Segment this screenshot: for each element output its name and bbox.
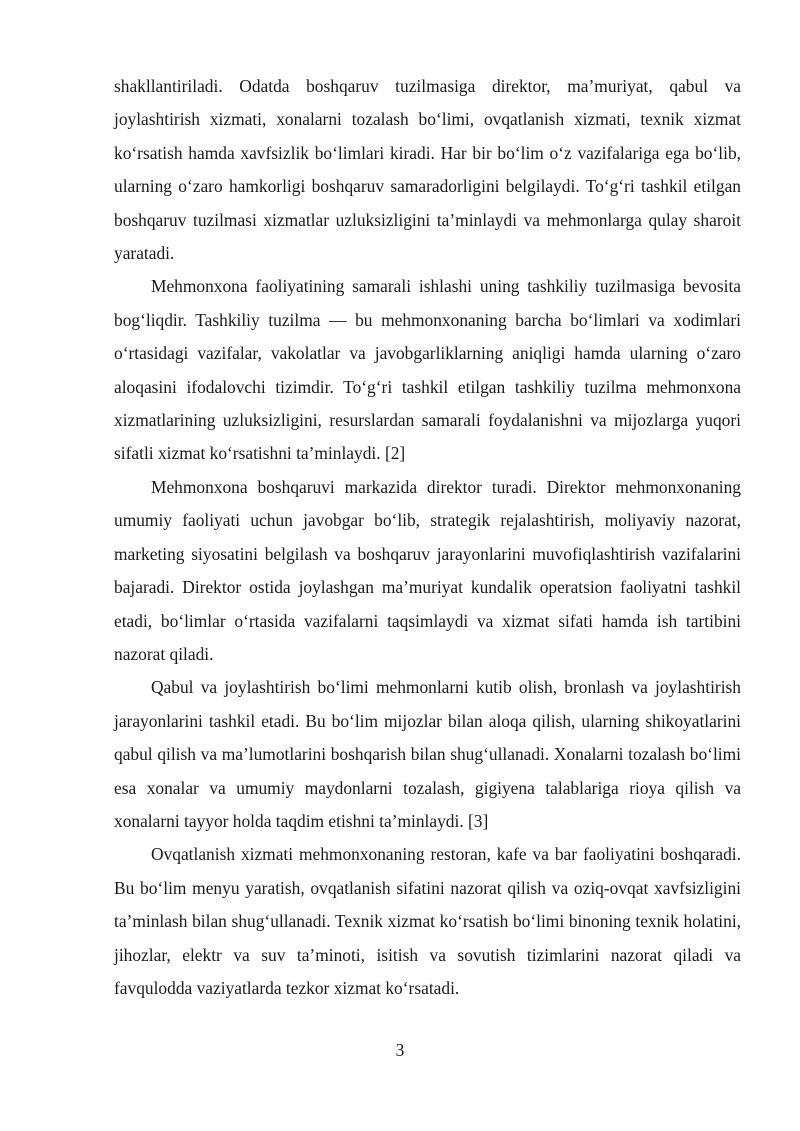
page-number: 3: [395, 1040, 405, 1060]
paragraph-5: Ovqatlanish xizmati mehmonxonaning restoran, kafe va bar faoliyatini boshqaradi. Bu boʻlim menyu yaratish, ovqatlanish sifatini nazorat qilish va oziq-ovqat xavfsizligini ta’minlash bilan shugʻullanadi. Texnik xizmat koʻrsatish boʻlimi binoning texnik holatini, jihozlar, elektr va suv ta’minoti, isitish va sovutish tizimlarini nazorat qiladi va favqulodda vaziyatlarda tezkor xizmat koʻrsatadi.: [114, 844, 741, 998]
paragraph-4: Qabul va joylashtirish boʻlimi mehmonlarni kutib olish, bronlash va joylashtirish jarayonlarini tashkil etadi. Bu boʻlim mijozlar bilan aloqa qilish, ularning shikoyatlarini qabul qilish va ma’lumotlarini boshqarish bilan shugʻullanadi. Xonalarni tozalash boʻlimi esa xonalar va umumiy maydonlarni tozalash, gigiyena talablariga rioya qilish va xonalarni tayyor holda taqdim etishni ta’minlaydi. [3]: [114, 677, 741, 831]
paragraph-1: shakllantiriladi. Odatda boshqaruv tuzilmasiga direktor, ma’muriyat, qabul va joylashtirish xizmati, xonalarni tozalash boʻlimi, ovqatlanish xizmati, texnik xizmat koʻrsatish hamda xavfsizlik boʻlimlari kiradi. Har bir boʻlim oʻz vazifalariga ega boʻlib, ularning oʻzaro hamkorligi boshqaruv samaradorligini belgilaydi. Toʻgʻri tashkil etilgan boshqaruv tuzilmasi xizmatlar uzluksizligini ta’minlaydi va mehmonlarga qulay sharoit yaratadi.: [114, 76, 741, 264]
body-text: [114, 70, 741, 1005]
paragraph-2: Mehmonxona faoliyatining samarali ishlashi uning tashkiliy tuzilmasiga bevosita bogʻliqdir. Tashkiliy tuzilma — bu mehmonxonaning barcha boʻlimlari va xodimlari oʻrtasidagi vazifalar, vakolatlar va javobgarliklarning aniqligi hamda ularning oʻzaro aloqasini ifodalovchi tizimdir. Toʻgʻri tashkil etilgan tashkiliy tuzilma mehmonxona xizmatlarining uzluksizligini, resurslardan samarali foydalanishni va mijozlarga yuqori sifatli xizmat koʻrsatishni ta’minlaydi. [2]: [114, 276, 741, 464]
paragraph-3: Mehmonxona boshqaruvi markazida direktor turadi. Direktor mehmonxonaning umumiy faoliyati uchun javobgar boʻlib, strategik rejalashtirish, moliyaviy nazorat, marketing siyosatini belgilash va boshqaruv jarayonlarini muvofiqlashtirish vazifalarini bajaradi. Direktor ostida joylashgan ma’muriyat kundalik operatsion faoliyatni tashkil etadi, boʻlimlar oʻrtasida vazifalarni taqsimlaydi va xizmat sifati hamda ish tartibini nazorat qiladi.: [114, 476, 741, 664]
